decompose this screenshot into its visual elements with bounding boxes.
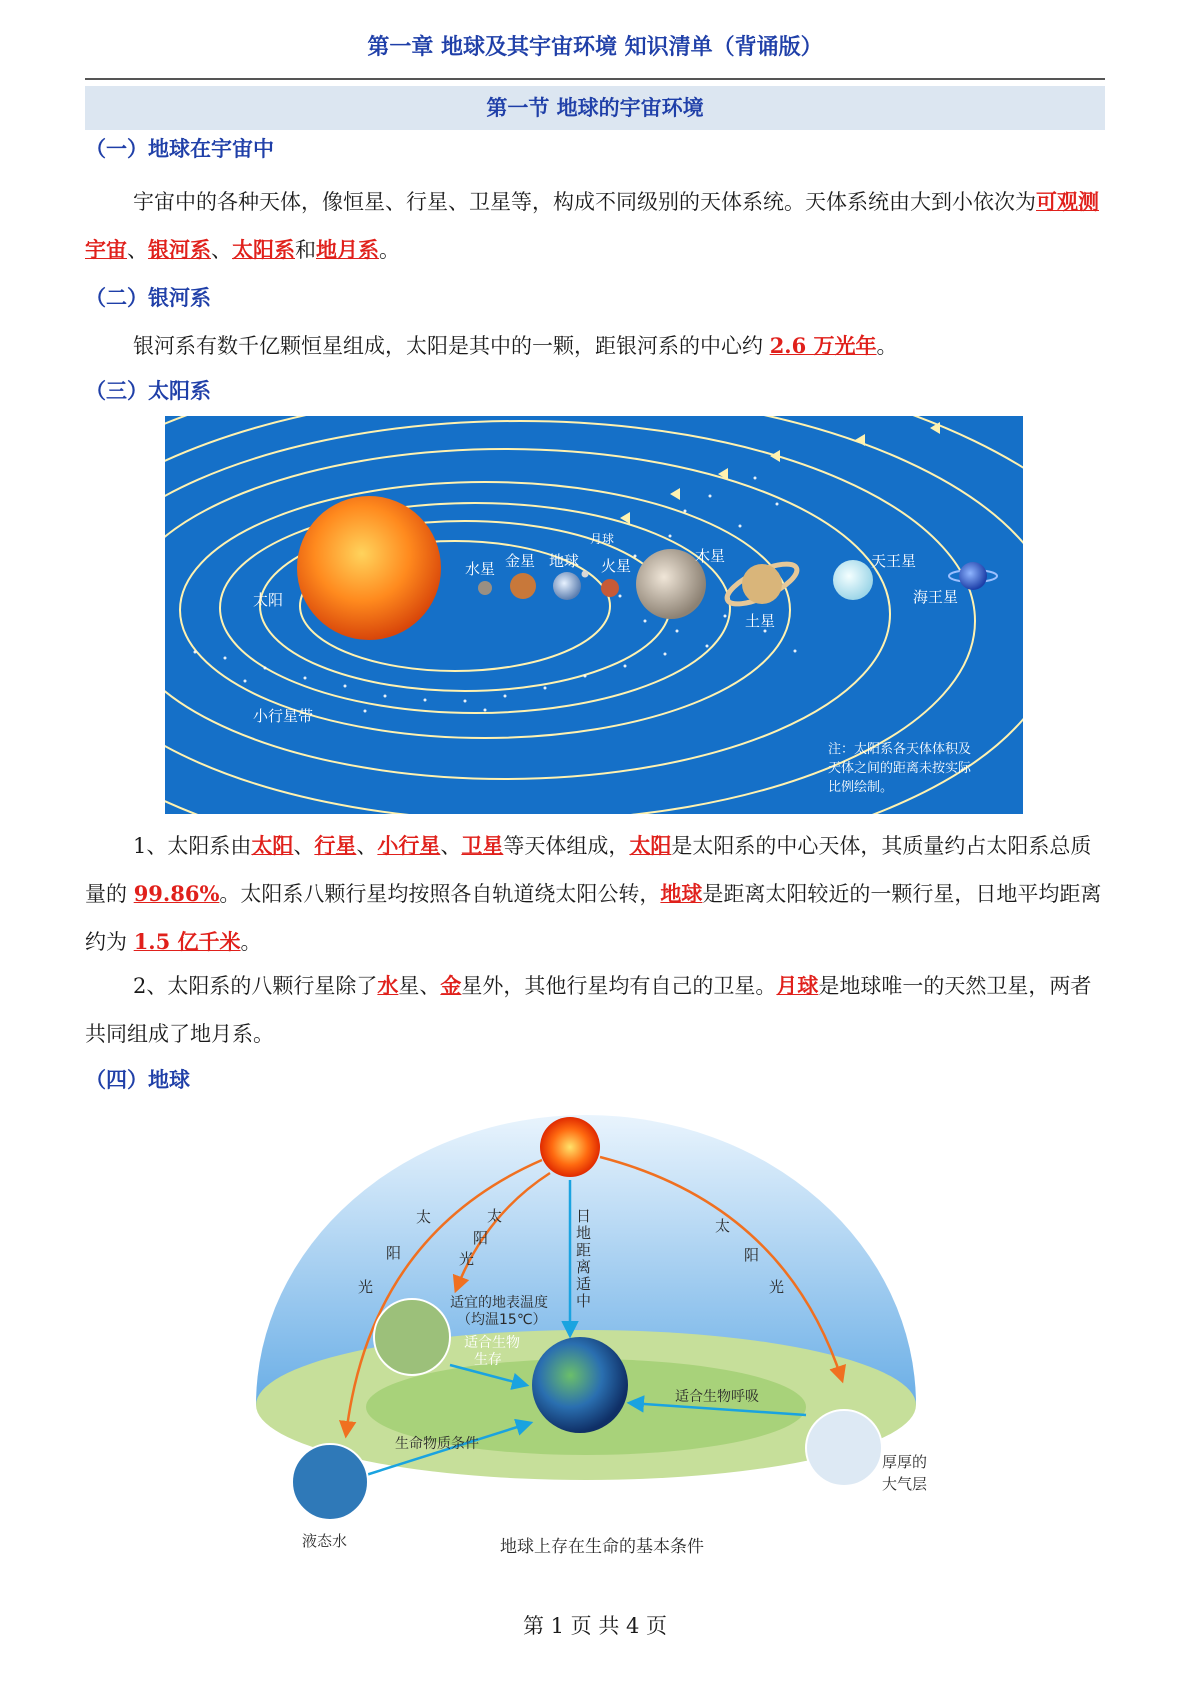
keyword: 太阳 [251,833,294,858]
earth-globe [532,1337,628,1433]
keyword: 行星 [314,833,357,858]
atmosphere-photo [806,1410,882,1486]
sunlight-label-char: 阳 [744,1246,760,1264]
keyword: 金 [440,973,462,998]
sunlight-label-char: 光 [358,1278,374,1296]
water-label: 液态水 [302,1532,348,1550]
sunlight-label-char: 阳 [473,1229,489,1247]
text: 和 [295,238,316,262]
temperature-label: （均温15℃） [457,1312,547,1328]
atmosphere-label: 厚厚的 [882,1453,928,1471]
uranus-planet [833,560,873,600]
keyword: 99.86% [133,881,220,906]
distance-label-char: 中 [576,1292,592,1310]
text: 等天体组成， [503,834,630,858]
earth-label: 地球 [549,552,580,570]
text: 是地球唯一的天然卫星，两者共同组成了地月系。 [85,974,1092,1046]
venus-label: 金星 [505,552,536,570]
breathing-label: 适合生物呼吸 [675,1389,759,1405]
heading-earth: （四）地球 [85,1068,190,1092]
keyword: 月球 [776,973,819,998]
temperature-label: 适宜的地表温度 [450,1295,548,1311]
suitable-life-label: 生存 [474,1352,502,1368]
text: 1、太阳系由 [133,834,252,858]
keyword: 地球 [660,881,703,906]
sunlight-label-char: 光 [769,1278,785,1296]
sunlight-label-char: 阳 [386,1244,402,1262]
heading-solar-system: （三）太阳系 [85,379,211,403]
note-line: 比例绘制。 [828,780,894,795]
text: 、 [127,238,148,262]
text: 宇宙中的各种天体，像恒星、行星、卫星等，构成不同级别的天体系统。天体系统由大到小依次为 [133,190,1036,214]
distance-label-char: 适 [576,1275,592,1293]
solar-system-figure [165,416,1023,818]
sunlight-label-char: 光 [459,1250,475,1268]
text: 、 [356,834,378,858]
distance-label-char: 距 [576,1241,592,1259]
keyword: 地月系 [316,237,379,262]
neptune-planet [959,562,987,590]
moon-planet [582,571,589,578]
keyword: 2.6 万光年 [769,333,877,358]
text: 是太阳系的中心天体，其质量约占太阳系总质量的 [85,834,1092,906]
distance-label-char: 地 [576,1224,592,1242]
note-line: 天体之间的距离未按实际 [828,761,972,776]
paragraph-milky-way [85,322,1105,370]
text: 、 [440,834,462,858]
text: 。 [876,334,898,358]
text: 银河系有数千亿颗恒星组成，太阳是其中的一颗，距银河系的中心约 [133,334,770,358]
jupiter-label: 木星 [695,547,726,565]
moon-label: 月球 [590,532,615,546]
mercury-label: 水星 [465,560,496,578]
asteroid-belt-label: 小行星带 [253,707,314,725]
header-divider [85,78,1105,80]
figure-caption: 地球上存在生命的基本条件 [500,1537,704,1557]
mars-label: 火星 [601,557,632,575]
uranus-label: 天王星 [871,552,917,570]
heading-earth-in-universe: （一）地球在宇宙中 [85,137,274,161]
keyword: 卫星 [461,833,504,858]
earth-life-conditions-figure [250,1105,950,1569]
water-photo [292,1444,368,1520]
text: 、 [293,834,315,858]
mars-planet [601,579,619,597]
sunlight-label-char: 太 [416,1208,432,1226]
keyword: 太阳系 [232,237,295,262]
mercury-planet [478,581,492,595]
text: 、 [211,238,232,262]
sunlight-label-char: 太 [715,1217,731,1235]
saturn-label: 土星 [745,612,776,630]
keyword: 小行星 [377,833,441,858]
suitable-life-label: 适合生物 [464,1335,520,1351]
page-title: 第一章 地球及其宇宙环境 知识清单（背诵版） [367,35,823,60]
sunlight-label-char: 太 [487,1207,503,1225]
keyword: 可观测宇宙 [85,189,1099,262]
saturn-planet [742,564,782,604]
neptune-label: 海王星 [913,588,959,606]
keyword: 水 [377,973,399,998]
text: 星外，其他行星均有自己的卫星。 [461,974,777,998]
paragraph-solar-system-1 [85,822,1105,966]
text: 。 [379,238,400,262]
venus-planet [510,573,536,599]
landscape-photo [374,1299,450,1375]
text: 。 [240,930,262,954]
material-label: 生命物质条件 [395,1436,479,1452]
sun-icon [540,1117,600,1177]
distance-label-char: 离 [576,1258,592,1276]
paragraph-solar-system-2 [85,962,1105,1058]
note-line: 注：太阳系各天体体积及 [828,742,972,757]
heading-milky-way: （二）银河系 [85,286,211,310]
atmosphere-label: 大气层 [882,1475,928,1493]
page-number: 第 1 页 共 4 页 [522,1614,668,1638]
keyword: 1.5 亿千米 [133,929,241,954]
text: 。太阳系八颗行星均按照各自轨道绕太阳公转， [219,882,661,906]
earth-planet [553,572,581,600]
keyword: 太阳 [629,833,672,858]
keyword: 银河系 [148,237,211,262]
text: 2、太阳系的八颗行星除了 [133,974,378,998]
section-title: 第一节 地球的宇宙环境 [85,86,1105,130]
text: 是距离太阳较近的一颗行星，日地平均距离约为 [85,882,1102,954]
sun-planet [297,496,441,640]
distance-label-char: 日 [576,1207,592,1225]
paragraph-celestial-systems [85,178,1105,274]
text: 星、 [398,974,441,998]
sun-label: 太阳 [253,591,284,609]
